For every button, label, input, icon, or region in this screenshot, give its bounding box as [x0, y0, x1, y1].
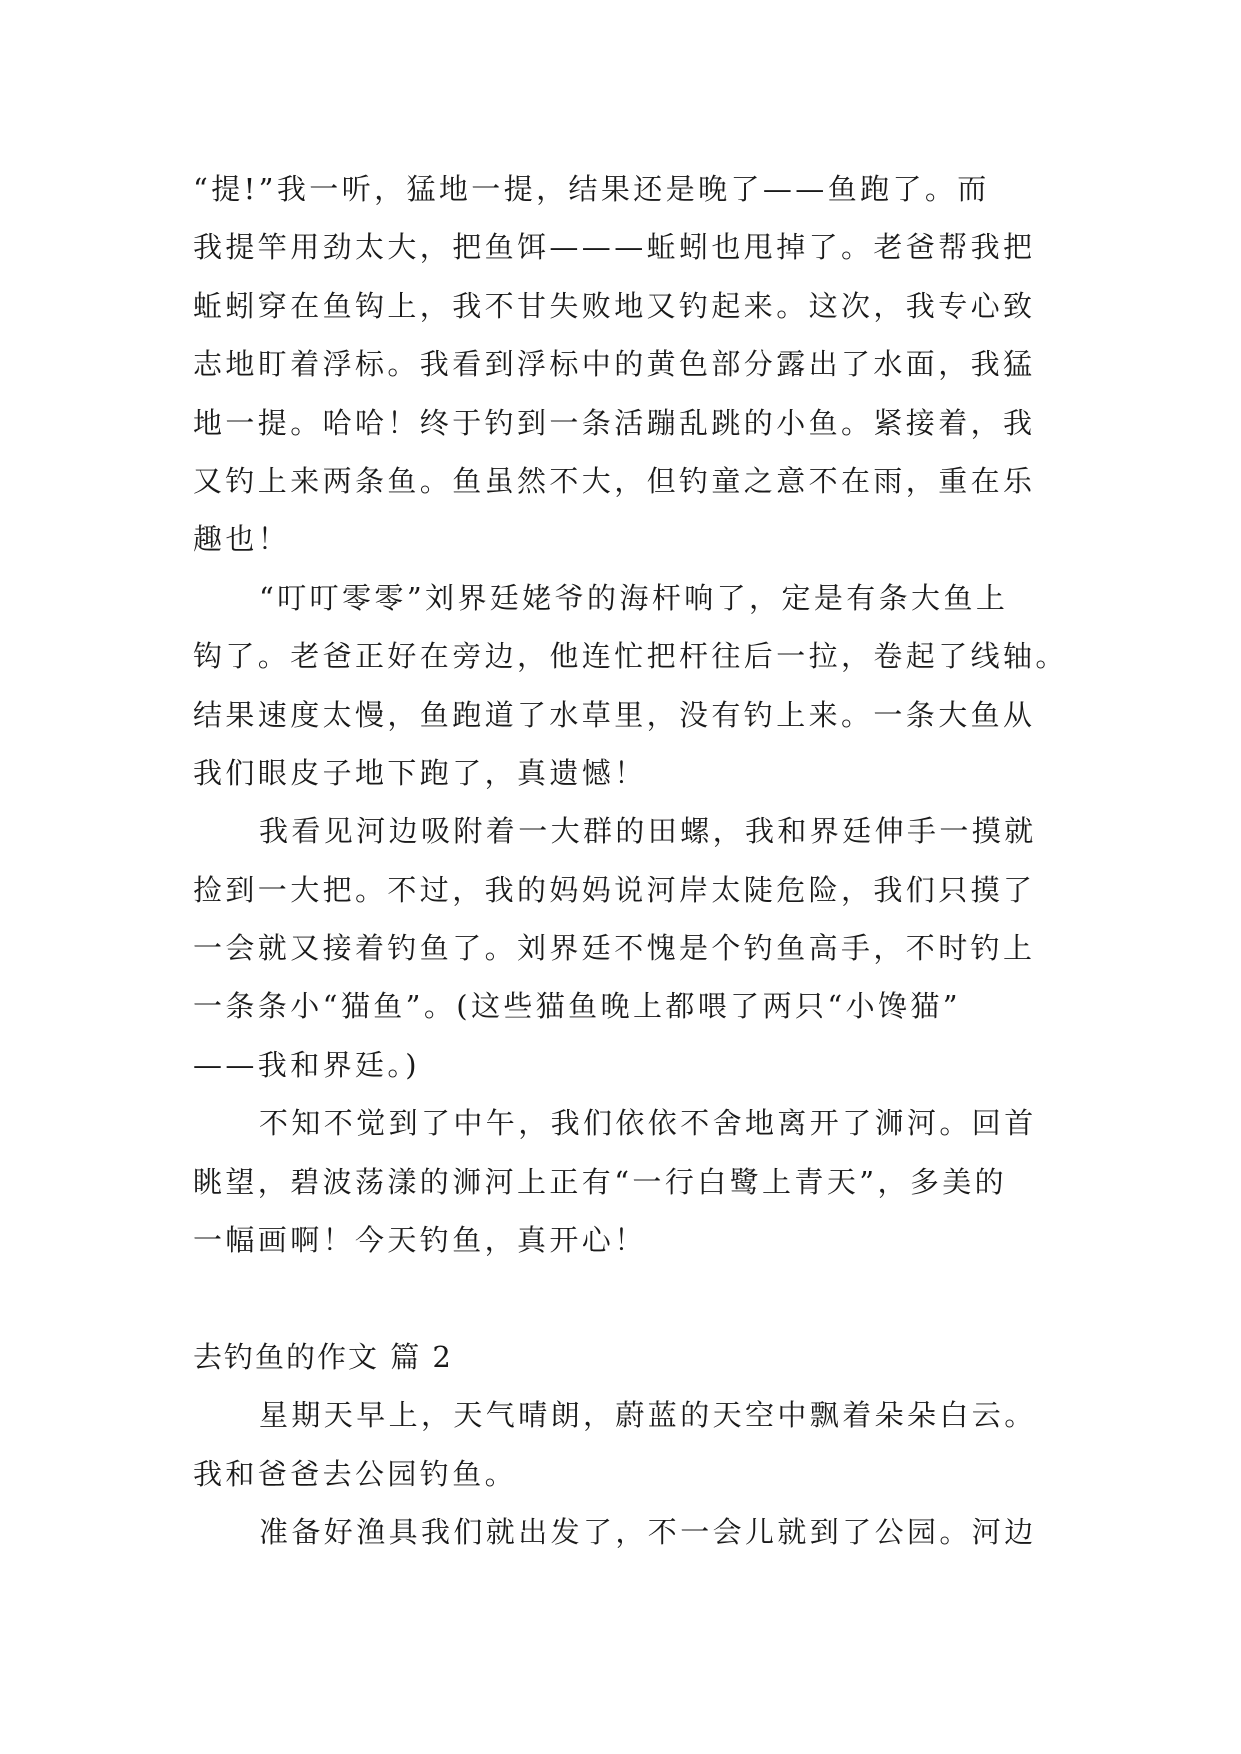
section-paragraph-1 — [193, 1386, 1053, 1503]
text-line: “提!”我一听，猛地一提，结果还是晚了——鱼跑了。而 — [193, 172, 990, 206]
text-line: 趣也！ — [193, 522, 291, 557]
text-line: “叮叮零零”刘界廷姥爷的海杆响了，定是有条大鱼上 — [259, 580, 1009, 615]
text-line: 捡到一大把。不过，我的妈妈说河岸太陡危险，我们只摸了 — [193, 872, 1036, 907]
paragraph-3 — [193, 802, 1053, 1094]
document-body — [193, 160, 1068, 1561]
section-spacer — [193, 1269, 1053, 1327]
section-paragraph-2 — [193, 1503, 1053, 1561]
text-line: 结果速度太慢，鱼跑道了水草里，没有钓上来。一条大鱼从 — [193, 697, 1036, 732]
text-line: 眺望，碧波荡漾的浉河上正有“一行白鹭上青天”，多美的 — [193, 1164, 1008, 1199]
text-line: 我看见河边吸附着一大群的田螺，我和界廷伸手一摸就 — [259, 814, 1037, 849]
text-line: 我提竿用劲太大，把鱼饵———蚯蚓也甩掉了。老爸帮我把 — [193, 230, 1036, 265]
paragraph-1 — [193, 160, 1053, 569]
text-line: 一会就又接着钓鱼了。刘界廷不愧是个钓鱼高手，不时钓上 — [193, 931, 1036, 966]
text-line: 一条条小“猫鱼”。(这些猫鱼晚上都喂了两只“小馋猫” — [193, 989, 962, 1024]
text-line: ——我和界廷。) — [193, 1047, 421, 1082]
text-line: 钩了。老爸正好在旁边，他连忙把杆往后一拉，卷起了线轴。 — [193, 639, 1068, 674]
section-heading: 去钓鱼的作文 篇 2 — [193, 1339, 453, 1374]
text-line: 我和爸爸去公园钓鱼。 — [193, 1456, 518, 1491]
paragraph-4 — [193, 1094, 1053, 1269]
text-line: 志地盯着浮标。我看到浮标中的黄色部分露出了水面，我猛 — [193, 347, 1036, 382]
text-line: 蚯蚓穿在鱼钩上，我不甘失败地又钓起来。这次，我专心致 — [193, 288, 1036, 323]
text-line: 又钓上来两条鱼。鱼虽然不大，但钓童之意不在雨，重在乐 — [193, 463, 1036, 498]
paragraph-2 — [193, 569, 1068, 803]
text-line: 准备好渔具我们就出发了，不一会儿就到了公园。河边 — [259, 1514, 1037, 1549]
text-line: 地一提。哈哈！终于钓到一条活蹦乱跳的小鱼。紧接着，我 — [193, 405, 1036, 440]
text-line: 一幅画啊！今天钓鱼，真开心！ — [193, 1223, 647, 1258]
text-line: 我们眼皮子地下跑了，真遗憾！ — [193, 755, 647, 790]
text-line: 星期天早上，天气晴朗，蔚蓝的天空中飘着朵朵白云。 — [259, 1398, 1037, 1433]
text-line: 不知不觉到了中午，我们依依不舍地离开了浉河。回首 — [259, 1106, 1037, 1141]
